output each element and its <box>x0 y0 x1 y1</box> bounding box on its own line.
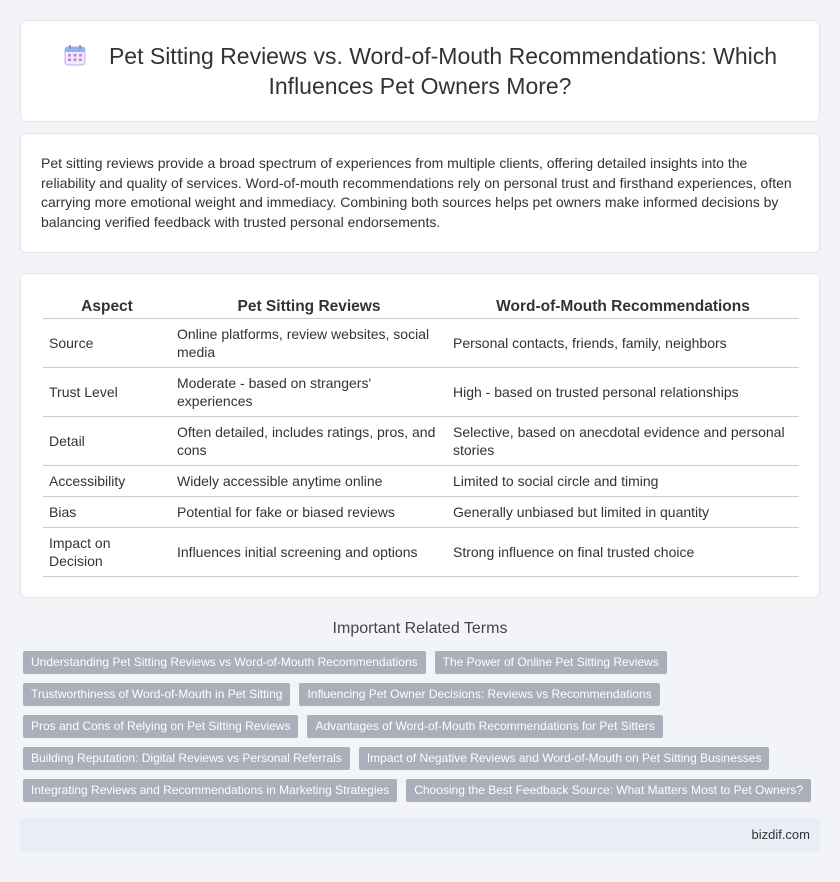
header-reviews: Pet Sitting Reviews <box>171 294 447 318</box>
related-term-link[interactable]: Pros and Cons of Relying on Pet Sitting Reviews <box>23 715 298 738</box>
comparison-table <box>43 294 799 577</box>
table-row <box>43 318 799 367</box>
cell-word-of-mouth: Strong influence on final trusted choice <box>447 527 799 576</box>
related-term-link[interactable]: Choosing the Best Feedback Source: What Matters Most to Pet Owners? <box>406 779 811 802</box>
cell-aspect: Accessibility <box>43 465 171 496</box>
comparison-card <box>20 273 820 598</box>
related-term-link[interactable]: Understanding Pet Sitting Reviews vs Word-of-Mouth Recommendations <box>23 651 426 674</box>
table-row <box>43 465 799 496</box>
cell-reviews: Widely accessible anytime online <box>171 465 447 496</box>
calendar-icon <box>63 43 87 67</box>
cell-word-of-mouth: High - based on trusted personal relationships <box>447 367 799 416</box>
cell-reviews: Influences initial screening and options <box>171 527 447 576</box>
table-header-row <box>43 294 799 318</box>
related-term-link[interactable]: Trustworthiness of Word-of-Mouth in Pet Sitting <box>23 683 290 706</box>
cell-aspect: Trust Level <box>43 367 171 416</box>
cell-aspect: Impact on Decision <box>43 527 171 576</box>
header-aspect: Aspect <box>43 294 171 318</box>
related-term-link[interactable]: Impact of Negative Reviews and Word-of-Mouth on Pet Sitting Businesses <box>359 747 770 770</box>
table-row <box>43 367 799 416</box>
cell-word-of-mouth: Generally unbiased but limited in quantity <box>447 496 799 527</box>
table-row <box>43 496 799 527</box>
page-title-text: Pet Sitting Reviews vs. Word-of-Mouth Recommendations: Which Influences Pet Owners More? <box>108 43 778 99</box>
related-term-link[interactable]: The Power of Online Pet Sitting Reviews <box>435 651 667 674</box>
header-card <box>20 20 820 122</box>
cell-reviews: Potential for fake or biased reviews <box>171 496 447 527</box>
cell-aspect: Source <box>43 318 171 367</box>
related-terms-title: Important Related Terms <box>332 620 508 637</box>
footer <box>20 818 820 852</box>
page-title <box>61 41 779 101</box>
cell-word-of-mouth: Selective, based on anecdotal evidence and personal stories <box>447 416 799 465</box>
cell-aspect: Detail <box>43 416 171 465</box>
cell-word-of-mouth: Limited to social circle and timing <box>447 465 799 496</box>
related-term-link[interactable]: Building Reputation: Digital Reviews vs Personal Referrals <box>23 747 350 770</box>
related-terms-list <box>23 651 823 811</box>
cell-reviews: Moderate - based on strangers' experiences <box>171 367 447 416</box>
related-term-link[interactable]: Integrating Reviews and Recommendations in Marketing Strategies <box>23 779 397 802</box>
cell-reviews: Online platforms, review websites, social media <box>171 318 447 367</box>
related-term-link[interactable]: Advantages of Word-of-Mouth Recommendations for Pet Sitters <box>307 715 662 738</box>
table-row <box>43 416 799 465</box>
header-word-of-mouth: Word-of-Mouth Recommendations <box>447 294 799 318</box>
intro-text: Pet sitting reviews provide a broad spectrum of experiences from multiple clients, offering detailed insights into the reliability and quality of services. Word-of-mouth recommendations rely on personal trust and firsthand experiences, often carrying more emotional weight and immediacy. Combining both sources helps pet owners make informed decisions by balancing verified feedback with trusted personal endorsements. <box>41 155 792 230</box>
cell-aspect: Bias <box>43 496 171 527</box>
related-term-link[interactable]: Influencing Pet Owner Decisions: Reviews vs Recommendations <box>299 683 659 706</box>
site-link[interactable]: bizdif.com <box>751 827 810 842</box>
cell-reviews: Often detailed, includes ratings, pros, and cons <box>171 416 447 465</box>
intro-card <box>20 133 820 253</box>
cell-word-of-mouth: Personal contacts, friends, family, neighbors <box>447 318 799 367</box>
table-row <box>43 527 799 576</box>
